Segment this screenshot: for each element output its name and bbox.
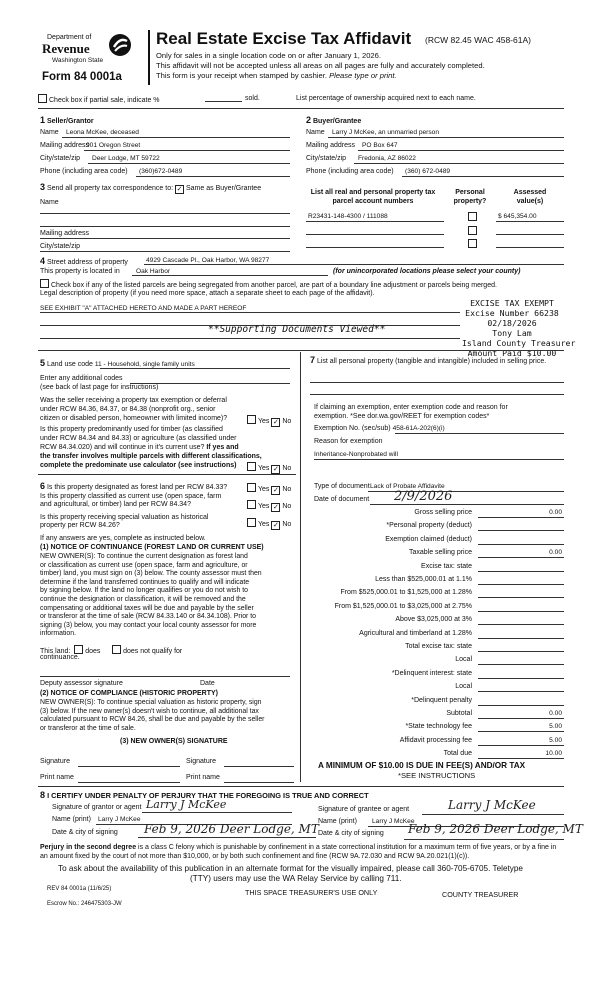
land-does-not-checkbox[interactable] — [112, 645, 121, 654]
buyer-heading: 2 Buyer/Grantee — [306, 115, 362, 125]
q-exemption-yes-checkbox[interactable] — [247, 415, 256, 424]
personal-property-checkbox-3[interactable] — [468, 239, 477, 248]
notice-compliance-title: (2) NOTICE OF COMPLIANCE (HISTORIC PROPERTY) — [40, 690, 218, 697]
form-number: Form 84 0001a — [42, 71, 122, 83]
exemption-no-line — [395, 433, 564, 434]
deputy-date-label: Date — [200, 680, 215, 687]
seller-addr-line — [84, 150, 290, 151]
owner-sig-line-1 — [78, 766, 180, 767]
grantor-name-label: Name (print) — [52, 816, 91, 823]
doc-date-line — [370, 504, 564, 505]
owner-sig-label-1: Signature — [40, 758, 70, 765]
q-exemption-no-checkbox[interactable]: ✓ — [272, 419, 279, 426]
notice-continuance-line: by signing below. If the land no longer qualifies or you do not wish to — [40, 587, 249, 595]
segregated-checkbox[interactable] — [40, 279, 49, 288]
grantor-date-value[interactable]: Feb 9, 2026 Deer Lodge, MT — [144, 822, 319, 836]
q-current-use-yes-checkbox[interactable] — [247, 500, 256, 509]
buyer-city-value[interactable]: Fredonia, AZ 86022 — [358, 155, 416, 162]
segregated-row: Check box if any of the listed parcels are being segregated from another parcel, are part of a boundary line adjustment or parcels being merged. — [40, 279, 497, 289]
grantor-signature[interactable]: Larry J McKee — [146, 798, 227, 811]
parcel-number-value[interactable]: R23431-148-4300 / 111088 — [308, 213, 388, 220]
stamp-line4: Tony Lam — [492, 328, 532, 338]
doc-date-label: Date of document — [314, 496, 370, 503]
q-timber-l3: RCW 84.34.020) and will continue in it's current use? If yes and — [40, 444, 239, 451]
partial-sale-row — [38, 94, 160, 104]
seller-city-line — [88, 163, 290, 164]
stamp-line3: 02/18/2026 — [487, 318, 537, 328]
owner-print-label-2: Print name — [186, 774, 220, 781]
sec5-rule — [38, 474, 296, 475]
partial-sold-label: sold. — [245, 95, 260, 102]
tax-row-label: Gross selling price — [414, 509, 472, 516]
land-use-line — [100, 368, 290, 369]
this-land-row: This land: does does not qualify for — [40, 645, 182, 655]
notice-compliance-line: (3) below. If the new owner(s) doesn't wish to continue, all additional tax — [40, 707, 259, 715]
tax-row-line — [478, 691, 564, 692]
owner-sig-line-2 — [224, 766, 294, 767]
sec7-line1 — [310, 382, 564, 383]
sec3-city-label: City/state/zip — [40, 243, 81, 250]
doc-type-label: Type of document — [314, 483, 370, 490]
tax-row-label: From $525,000.01 to $1,525,000 at 1.28% — [340, 589, 472, 597]
tax-row-label: Local — [455, 656, 472, 664]
seller-name-value[interactable]: Leona McKee, deceased — [66, 129, 139, 136]
tax-row-value[interactable]: 5.00 — [549, 736, 562, 744]
certify-heading: 8 I CERTIFY UNDER PENALTY OF PERJURY THAT THE FOREGOING IS TRUE AND CORRECT — [40, 790, 369, 800]
owner-print-line-1 — [78, 782, 180, 783]
q-current-use-no-checkbox[interactable]: ✓ — [272, 504, 279, 511]
buyer-phone-line — [402, 176, 564, 177]
seller-phone-line — [136, 176, 290, 177]
dept-line1: Department of — [47, 34, 92, 41]
additional-codes-label: Enter any additional codes — [40, 375, 123, 382]
tax-row-label: From $1,525,000.01 to $3,025,000 at 2.75% — [334, 602, 472, 610]
deputy-sig-label: Deputy assessor signature — [40, 680, 123, 687]
sec3-line2 — [40, 226, 290, 227]
owner-sig-label-2: Signature — [186, 758, 216, 765]
q-historic-l2: property per RCW 84.26? — [40, 522, 120, 529]
continuance-label: continuance. — [40, 654, 80, 661]
legal-line1 — [40, 312, 460, 313]
form-rcw: (RCW 82.45 WAC 458-61A) — [425, 35, 531, 45]
doc-type-value[interactable]: Lack of Probate Affidavite — [370, 483, 445, 490]
seller-heading: 1 Seller/Grantor — [40, 115, 94, 125]
notice-continuance-line: information. — [40, 630, 77, 638]
q-timber-l5: complete the predominate use calculator (see instructions) — [40, 462, 237, 469]
grantor-sig-line — [142, 812, 292, 813]
sec3-send-row: 3 Send all property tax correspondence to: ✓ Same as Buyer/Grantee — [40, 182, 262, 193]
notice-continuance-line: or transferor at the time of sale (RCW 84.33.140 or 84.34.108). Prior to — [40, 613, 257, 621]
notice-continuance-line: timber) land, you must sign on (3) below. The county assessor must then — [40, 570, 262, 578]
header-divider — [148, 30, 150, 85]
exemption-no-value[interactable]: 458-61A-202(6)(i) — [392, 425, 445, 432]
tax-row-label: Subtotal — [446, 710, 472, 717]
deputy-sig-line — [40, 676, 290, 677]
grantee-date-line — [404, 839, 564, 840]
partial-sale-checkbox[interactable] — [38, 94, 47, 103]
buyer-addr-label: Mailing address — [306, 142, 356, 149]
tax-row-label: Affidavit processing fee — [399, 736, 472, 744]
tax-row-line — [478, 718, 564, 719]
grantor-date-label: Date & city of signing — [52, 829, 118, 836]
tax-row-value[interactable]: 0.00 — [549, 509, 562, 516]
tax-row-line — [478, 651, 564, 652]
mid-rule — [38, 350, 564, 351]
assessed-line2 — [496, 234, 564, 235]
buyer-name-line — [328, 137, 564, 138]
sec7-label: 7 List all personal property (tangible and intangible) included in selling price. — [310, 355, 547, 365]
exempt-claim-l2: exemption. *See dor.wa.gov/REET for exemption codes* — [314, 413, 490, 420]
sec3-addr-label: Mailing address — [40, 230, 90, 237]
notice-continuance-line: continue the designation or classification, it will be removed and the — [40, 595, 246, 603]
buyer-addr-value[interactable]: PO Box 647 — [362, 142, 398, 149]
grantee-date-label: Date & city of signing — [318, 830, 384, 837]
tax-row-label: Total excise tax: state — [405, 643, 472, 650]
stamp-line2: Excise Number 66238 — [465, 308, 559, 318]
tax-row-line — [478, 638, 564, 639]
tax-row-label: Total due — [443, 750, 472, 758]
tax-row-line — [478, 597, 564, 598]
q-exemption-l2: under RCW 84.36, 84.37, or 84.38 (nonprofit org., senior — [40, 406, 216, 413]
grantee-sig-line — [422, 814, 564, 815]
grantor-sig-label: Signature of grantor or agent — [52, 804, 142, 811]
stamp-line1: EXCISE TAX EXEMPT — [470, 298, 554, 308]
notice-continuance-body — [40, 553, 262, 639]
assessed-line3 — [496, 247, 564, 248]
buyer-phone-value[interactable]: (360) 672-0489 — [405, 168, 451, 175]
treasurer-use-only: THIS SPACE TREASURER'S USE ONLY — [245, 888, 378, 897]
street-line — [144, 264, 564, 265]
sec4-street-row: 4 Street address of property — [40, 256, 128, 266]
tax-row-line — [478, 758, 564, 759]
tax-row-line — [478, 624, 564, 625]
q-timber-yesno: Yes ✓ No — [247, 462, 291, 474]
legal-line3 — [40, 338, 460, 339]
tax-row-label: *State technology fee — [405, 723, 472, 731]
q-current-use-l1: Is this property classified as current use (open space, farm — [40, 493, 222, 500]
same-as-buyer-checkbox[interactable]: ✓ — [176, 186, 183, 193]
parcel-col-header: List all real and personal property tax parcel account numbers — [310, 189, 436, 205]
tax-row-label: Taxable selling price — [408, 549, 472, 557]
q-timber-l2: under RCW 84.34 and 84.33) or agriculture (as classified under — [40, 435, 237, 442]
grantee-sig-label: Signature of grantee or agent — [318, 806, 410, 813]
personal-col-header: Personal property? — [453, 189, 487, 205]
q-exemption-yesno: Yes ✓ No — [247, 415, 291, 427]
q-forest-yes-checkbox[interactable] — [247, 483, 256, 492]
personal-property-checkbox-1[interactable] — [468, 212, 477, 221]
tax-row-label: Excise tax: state — [421, 562, 472, 570]
notice-continuance-line: signing (3) below, you may contact your local county assessor for more — [40, 621, 257, 629]
legal-desc-value[interactable]: SEE EXHIBIT "A" ATTACHED HERETO AND MADE A PART HEREOF — [40, 305, 247, 312]
partial-pct-line — [205, 101, 242, 102]
notice-continuance-title: (1) NOTICE OF CONTINUANCE (FOREST LAND OR CURRENT USE) — [40, 544, 264, 551]
q-timber-l1: Is this property predominantly used for timber (as classified — [40, 426, 223, 433]
land-use-row: 5 Land use code 11 - Household, single family units — [40, 358, 195, 368]
q-timber-no-checkbox[interactable]: ✓ — [272, 466, 279, 473]
rev-number: REV 84 0001a (11/6/25) — [47, 886, 112, 892]
tax-row-line — [478, 517, 564, 518]
list-pct-note: List percentage of ownership acquired next to each name. — [296, 95, 476, 102]
reason-line — [314, 459, 564, 460]
tax-row-label: Above $3,025,000 at 3% — [395, 616, 472, 624]
q-timber-yes-checkbox[interactable] — [247, 462, 256, 471]
owner-print-line-2 — [224, 782, 294, 783]
q-current-use-yesno: Yes ✓ No — [247, 500, 291, 512]
tax-row-line — [478, 530, 564, 531]
grantor-name-value[interactable]: Larry J McKee — [98, 816, 141, 823]
parcel-line2 — [306, 234, 444, 235]
located-line — [132, 275, 328, 276]
tax-row-line — [478, 664, 564, 665]
header-note1: Only for sales in a single location code on or after January 1, 2026. — [156, 51, 381, 60]
tax-row-label: Exemption claimed (deduct) — [385, 535, 472, 543]
seller-addr-value[interactable]: 901 Oregon Street — [86, 142, 141, 149]
alt-format-l1: To ask about the availability of this publication in an alternate format for the visually impaired, please call 360-705-6705. Teletype — [58, 864, 523, 873]
new-owner-sig-title: (3) NEW OWNER(S) SIGNATURE — [120, 738, 228, 745]
minimum-due: A MINIMUM OF $10.00 IS DUE IN FEE(S) AND/OR TAX — [318, 761, 526, 770]
tax-row-line — [478, 611, 564, 612]
tax-row-label: Local — [455, 683, 472, 691]
grantee-signature[interactable]: Larry J McKee — [448, 798, 536, 812]
seller-name-line — [62, 137, 290, 138]
stamp-line6: Amount Paid $10.00 — [467, 348, 557, 358]
q-historic-yesno: Yes ✓ No — [247, 518, 291, 530]
alt-format-l2: (TTY) users may use the WA Relay Service by calling 711. — [190, 874, 402, 883]
perjury-notice: Perjury in the second degree is a class C felony which is punishable by confinement in a state correctional institution for a maximum term of five years, or by a fine in an amount fixed by the court of not more than $10,000, or by both such confinement and fine (RCW 9A.72.030 and RCW 9A.20.021(1)(c)). — [40, 844, 557, 860]
partial-sale-label: Check box if partial sale, indicate % — [49, 97, 160, 104]
grantee-name-value[interactable]: Larry J McKee — [372, 818, 415, 825]
notice-continuance-line: compensating or additional taxes will be due and payable by the seller — [40, 604, 254, 612]
header-note2: This affidavit will not be accepted unless all areas on all pages are fully and accurately completed. — [156, 61, 485, 70]
q-exemption-l3: citizen or disabled person, homeowner with limited income)? — [40, 415, 228, 422]
notice-continuance-line: determine if the land transferred continues to qualify and will indicate — [40, 578, 250, 586]
q-historic-l1: Is this property receiving special valuation as historical — [40, 514, 209, 521]
tax-row-value[interactable]: 5.00 — [549, 723, 562, 731]
tax-row-value[interactable]: 10.00 — [545, 750, 562, 758]
q-historic-yes-checkbox[interactable] — [247, 518, 256, 527]
tax-row-line — [478, 544, 564, 545]
revenue-logo-icon — [108, 33, 132, 57]
sec7-line2 — [310, 394, 564, 395]
sec3-name-line — [40, 213, 290, 214]
q-forest-yesno: Yes ✓ No — [247, 483, 291, 495]
seller-phone-label: Phone (including area code) — [40, 168, 128, 175]
sec3-city-line — [40, 251, 290, 252]
tax-row-label: *Delinquent interest: state — [391, 669, 472, 677]
seller-name-label: Name — [40, 129, 59, 136]
tax-row-label: Agricultural and timberland at 1.28% — [359, 629, 472, 637]
assessed-value[interactable]: $ 645,354.00 — [498, 213, 537, 220]
assessed-line1 — [496, 221, 564, 222]
legal-desc-label: Legal description of property (if you need more space, attach a separate sheet to each page of the affidavit). — [40, 290, 375, 297]
tax-row-label: *Delinquent penalty — [411, 696, 472, 704]
tax-row-line — [478, 705, 564, 706]
supporting-docs-stamp: **Supporting Documents Viewed** — [208, 324, 386, 335]
sec3-name-label: Name — [40, 199, 59, 206]
buyer-name-value[interactable]: Larry J McKee, an unmarried person — [332, 129, 440, 136]
seller-addr-label: Mailing address — [40, 142, 90, 149]
sec3-addr-line — [40, 238, 290, 239]
notice-compliance-line: or transferor at the time of sale. — [40, 724, 136, 732]
parcel-line1 — [306, 221, 444, 222]
escrow-number: Escrow No.: 246475303-JW — [47, 901, 122, 907]
tax-row-label: *Personal property (deduct) — [386, 522, 472, 530]
q-timber-l4: the transfer involves multiple parcels with different classifications, — [40, 453, 262, 460]
dept-revenue: Revenue — [42, 41, 90, 56]
tax-row-line — [478, 678, 564, 679]
property-street-value[interactable]: 4929 Cascade Pl., Oak Harbor, WA 98277 — [146, 257, 270, 264]
if-any-yes: If any answers are yes, complete as instructed below. — [40, 535, 206, 542]
q-historic-no-checkbox[interactable]: ✓ — [272, 522, 279, 529]
land-does-checkbox[interactable] — [74, 645, 83, 654]
notice-compliance-body — [40, 699, 264, 733]
exemption-no-row: Exemption No. (sec/sub) 458-61A-202(6)(i) — [314, 425, 445, 432]
located-value[interactable]: Oak Harbor — [136, 268, 171, 275]
parcel-line3 — [306, 247, 444, 248]
buyer-name-label: Name — [306, 129, 325, 136]
q-forest: 6 Is this property designated as forest land per RCW 84.33? — [40, 481, 228, 491]
additional-codes-note: (see back of last page for instructions) — [40, 384, 159, 391]
q-current-use-l2: and agricultural, or timber) land per RCW 84.34? — [40, 501, 191, 508]
stamp-line5: Island County Treasurer — [462, 338, 576, 348]
q-forest-no-checkbox[interactable]: ✓ — [272, 487, 279, 494]
reason-value[interactable]: Inheritance-Nonprobated will — [314, 451, 398, 458]
tax-row-line — [478, 731, 564, 732]
top-rule — [38, 108, 564, 109]
tax-row-label: Less than $525,000.01 at 1.1% — [375, 576, 472, 583]
buyer-addr-line — [358, 150, 564, 151]
q-exemption-l1: Was the seller receiving a property tax exemption or deferral — [40, 397, 227, 404]
tax-row-line — [478, 584, 564, 585]
owner-print-label-1: Print name — [40, 774, 74, 781]
personal-property-checkbox-2[interactable] — [468, 226, 477, 235]
seller-city-label: City/state/zip — [40, 155, 81, 162]
grantee-name-label: Name (print) — [318, 818, 357, 825]
notice-compliance-line: NEW OWNER(S): To continue special valuation as historic property, sign — [40, 699, 262, 706]
exempt-claim-l1: If claiming an exemption, enter exemption code and reason for — [314, 404, 508, 411]
land-use-value[interactable]: 11 - Household, single family units — [94, 361, 195, 368]
header-note3: This form is your receipt when stamped by cashier. Please type or print. — [156, 71, 397, 80]
see-instructions: *SEE INSTRUCTIONS — [398, 771, 476, 780]
tax-row-line — [478, 557, 564, 558]
tax-row-line — [478, 571, 564, 572]
tax-row-value[interactable]: 0.00 — [549, 549, 562, 557]
dept-washington: Washington State — [52, 57, 104, 64]
buyer-phone-label: Phone (including area code) — [306, 168, 394, 175]
assessed-col-header: Assessed value(s) — [513, 189, 547, 205]
seller-city-value[interactable]: Deer Lodge, MT 59722 — [92, 155, 160, 162]
exempt-stamp — [462, 298, 576, 358]
tax-row-line — [478, 745, 564, 746]
located-label: This property is located in — [40, 268, 120, 275]
doc-date-value[interactable]: 2/9/2026 — [394, 489, 453, 504]
sec8-rule — [38, 786, 564, 787]
reason-label: Reason for exemption — [314, 438, 383, 445]
notice-continuance-line: NEW OWNER(S): To continue the current designation as forest land — [40, 553, 248, 560]
notice-continuance-line: or classification as current use (open space, farm and agriculture, or — [40, 561, 248, 569]
grantor-date-line — [138, 837, 316, 838]
county-treasurer-label: COUNTY TREASURER — [442, 890, 519, 899]
notice-compliance-line: calculated pursuant to RCW 84.26, shall be due and payable by the seller — [40, 716, 265, 724]
seller-phone-value[interactable]: (360)672-0489 — [139, 168, 183, 175]
form-title: Real Estate Excise Tax Affidavit — [156, 29, 412, 48]
buyer-city-label: City/state/zip — [306, 155, 347, 162]
grantee-date-value[interactable]: Feb 9, 2026 Deer Lodge, MT — [408, 822, 583, 836]
located-note: (for unincorporated locations please select your county) — [333, 268, 521, 275]
tax-row-value[interactable]: 0.00 — [549, 710, 562, 717]
buyer-city-line — [354, 163, 564, 164]
